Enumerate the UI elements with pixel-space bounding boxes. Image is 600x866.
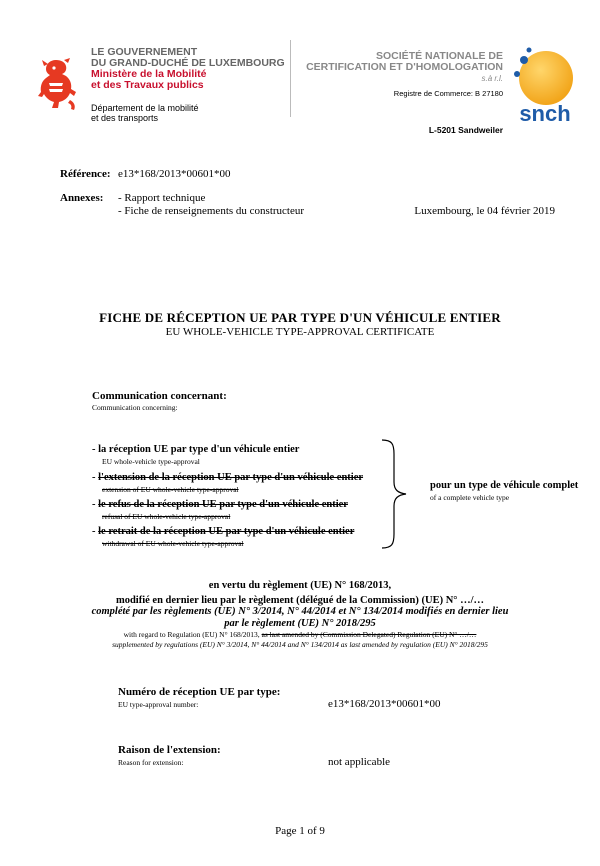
- annex-item: - Fiche de renseignements du constructeur: [118, 205, 305, 217]
- dept-line-1: Département de la mobilité: [91, 103, 199, 113]
- option-item: - l'extension de la réception UE par type d'un véhicule entier extension of EU whole-vehicle type-approval: [92, 472, 364, 494]
- document-title: FICHE DE RÉCEPTION UE PAR TYPE D'UN VÉHICULE ENTIER: [99, 310, 501, 325]
- option-en: withdrawal of EU whole-vehicle type-approval: [102, 539, 244, 548]
- regulation-en-line-1: [0, 630, 600, 639]
- regulation-line-3: complété par les règlements (UE) N° 3/2014, N° 44/2014 et N° 134/2014 modifiés en dernier lieu: [91, 606, 509, 617]
- snch-line-1: SOCIÉTÉ NATIONALE DE: [376, 50, 503, 62]
- government-name: [91, 47, 285, 69]
- regulation-en-prefix: with regard to Regulation (EU) N° 168/2013,: [123, 630, 260, 639]
- ministry-line-2: et des Travaux publics: [91, 79, 204, 91]
- ministry-line-1: Ministère de la Mobilité: [91, 68, 207, 80]
- option-fr: l'extension de la réception UE par type d'un véhicule entier: [98, 472, 364, 483]
- regulation-line-2: modifié en dernier lieu par le règlement (délégué de la Commission) (UE) N° …/…: [115, 595, 485, 606]
- option-item: - la réception UE par type d'un véhicule entier EU whole-vehicle type-approval: [92, 444, 300, 466]
- option-en: refusal of EU whole-vehicle type-approval: [102, 512, 231, 521]
- option-item: - le retrait de la réception UE par type d'un véhicule entier withdrawal of EU whole-vehicle type-approval: [92, 526, 355, 548]
- document-date: Luxembourg, le 04 février 2019: [414, 205, 555, 217]
- communication-label-en: Communication concerning:: [92, 403, 178, 412]
- extension-reason-label-en: Reason for extension:: [118, 758, 184, 767]
- gov-line-1: LE GOUVERNEMENT: [91, 46, 198, 58]
- regulation-line-1: en vertu du règlement (UE) N° 168/2013,: [208, 580, 392, 591]
- option-fr: le retrait de la réception UE par type d'un véhicule entier: [98, 526, 355, 537]
- communication-label: Communication concernant:: [92, 390, 227, 402]
- option-en: extension of EU whole-vehicle type-approval: [102, 485, 239, 494]
- approval-number-value: e13*168/2013*00601*00: [328, 698, 441, 710]
- approval-number-label-en: EU type-approval number:: [118, 700, 199, 709]
- luxembourg-lion-logo: [34, 56, 78, 112]
- snch-logo-text: snch: [519, 101, 571, 126]
- extension-reason-label: Raison de l'extension:: [118, 744, 221, 756]
- document-subtitle: EU WHOLE-VEHICLE TYPE-APPROVAL CERTIFICATE: [165, 326, 435, 338]
- trade-register: Registre de Commerce: B 27180: [393, 89, 503, 98]
- snch-logo: [512, 44, 578, 126]
- regulation-en-struck: as last amended by (Commission Delegated) Regulation (EU) N° …/…: [261, 630, 477, 639]
- scope-en: of a complete vehicle type: [430, 493, 510, 502]
- page-number: Page 1 of 9: [275, 825, 325, 837]
- gov-line-2: DU GRAND-DUCHÉ DE LUXEMBOURG: [91, 57, 285, 69]
- annex-item: - Rapport technique: [118, 192, 206, 204]
- approval-number-label: Numéro de réception UE par type:: [118, 686, 281, 698]
- department-name: [91, 103, 199, 123]
- option-item: - le refus de la réception UE par type d'un véhicule entier refusal of EU whole-vehicle type-approval: [92, 499, 348, 521]
- reference-label: Référence:: [60, 168, 111, 180]
- option-en: EU whole-vehicle type-approval: [102, 457, 200, 466]
- snch-name: [306, 51, 503, 73]
- reference-value: e13*168/2013*00601*00: [118, 168, 231, 180]
- curly-brace: [380, 438, 410, 550]
- scope-fr: pour un type de véhicule complet: [430, 480, 579, 491]
- dept-line-2: et des transports: [91, 113, 159, 123]
- extension-reason-value: not applicable: [328, 756, 391, 768]
- option-fr: le refus de la réception UE par type d'un véhicule entier: [98, 499, 348, 510]
- snch-legal-form: s.à r.l.: [481, 74, 503, 83]
- ministry-name: [91, 69, 207, 91]
- option-fr: la réception UE par type d'un véhicule entier: [98, 444, 300, 455]
- regulation-en-line-2: supplemented by regulations (EU) N° 3/2014, N° 44/2014 and N° 134/2014 as last amended by regulation (EU) N° 2018/295: [112, 640, 488, 649]
- header-divider: [290, 40, 291, 117]
- snch-address: L-5201 Sandweiler: [428, 125, 503, 135]
- annexes-label: Annexes:: [60, 192, 104, 204]
- regulation-line-4: par le règlement (UE) N° 2018/295: [224, 618, 376, 629]
- snch-line-2: CERTIFICATION ET D'HOMOLOGATION: [306, 61, 503, 73]
